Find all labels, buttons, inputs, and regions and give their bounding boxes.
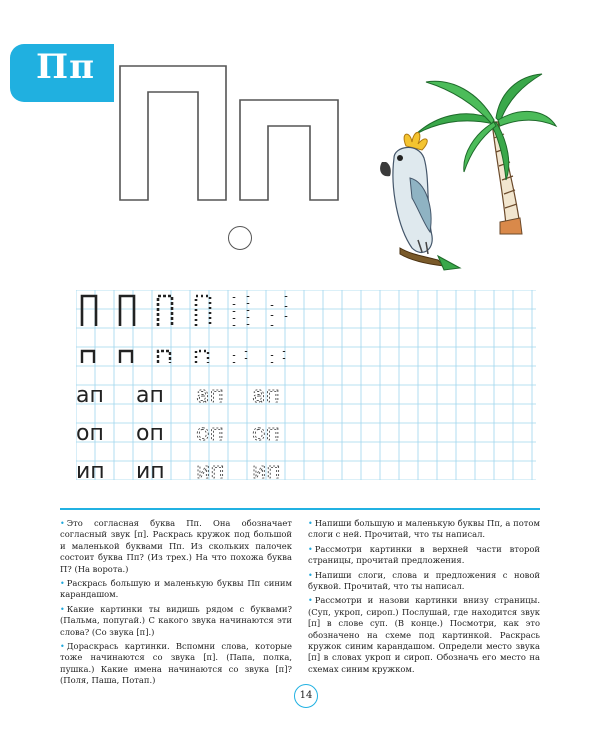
syllable-ip-2: ип bbox=[136, 459, 165, 480]
letter-tab-label: Пп bbox=[36, 47, 95, 87]
syllable-ap-3: ап bbox=[196, 383, 224, 408]
right-paragraph-1: • Напиши большую и маленькую буквы Пп, а потом слоги с ней. Прочитай, что ты написал. bbox=[308, 518, 540, 540]
row-small-p bbox=[82, 351, 284, 363]
row-capital-p bbox=[82, 296, 286, 326]
big-letter-P-outline bbox=[120, 66, 226, 200]
outline-letters bbox=[112, 60, 362, 210]
syllable-ip-1: ип bbox=[76, 459, 105, 480]
right-column bbox=[308, 518, 540, 678]
syllable-ap-4: ап bbox=[252, 383, 280, 408]
syllable-ap-2: ап bbox=[136, 383, 164, 408]
grid-svg bbox=[76, 290, 536, 480]
syllable-ip-4: ип bbox=[252, 459, 281, 480]
left-paragraph-3: • Какие картинки ты видишь рядом с буквами? (Пальма, попугай.) С какого звука начинаются эти слова? (Со звука [п].) bbox=[60, 603, 292, 637]
syllable-op-4: оп bbox=[252, 421, 280, 446]
syllable-op-1: оп bbox=[76, 421, 104, 446]
right-paragraph-2: • Рассмотри картинки в верхней части второй страницы, прочитай предложения. bbox=[308, 543, 540, 566]
small-letter-p-outline bbox=[240, 100, 338, 200]
syllable-op-3: оп bbox=[196, 421, 224, 446]
syllable-ip-3: ип bbox=[196, 459, 225, 480]
writing-grid bbox=[76, 290, 536, 480]
syllable-ap-1: ап bbox=[76, 383, 104, 408]
left-paragraph-4: • Дораскрась картинки. Вспомни слова, которые тоже начинаются со звука [п]. (Папа, полка, пушка.) Какие имена начинаются со звука [п]? (Поля, Паша, Потап.) bbox=[60, 641, 292, 686]
left-paragraph-1: • Это согласная буква Пп. Она обозначает согласный звук [п]. Раскрась кружок под большой и маленькой буквами Пп. Из скольких палочек состоит буква Пп? (Из трех.) На что похожа буква П? (На ворота.) bbox=[60, 518, 292, 574]
left-column bbox=[60, 518, 292, 690]
page-number: 14 bbox=[294, 684, 318, 708]
right-paragraph-4: • Рассмотри и назови картинки внизу страницы. (Суп, укроп, сироп.) Послушай, где находится звук [п] в слове суп. (В конце.) Посмотри, как это обозначено на схеме под картинкой. Раскрась кружок синим карандашом. Определи место звука [п] в словах укроп и сироп. Обозначь его место на схемах синим кружком. bbox=[308, 595, 540, 674]
syllable-op-2: оп bbox=[136, 421, 164, 446]
right-paragraph-3: • Напиши слоги, слова и предложения с новой буквой. Прочитай, что ты написал. bbox=[308, 569, 540, 592]
parrot-illustration bbox=[360, 128, 470, 276]
left-paragraph-2: • Раскрась большую и маленькую буквы Пп синим карандашом. bbox=[60, 578, 292, 600]
sound-circle[interactable] bbox=[228, 226, 252, 250]
divider-line bbox=[60, 508, 540, 510]
